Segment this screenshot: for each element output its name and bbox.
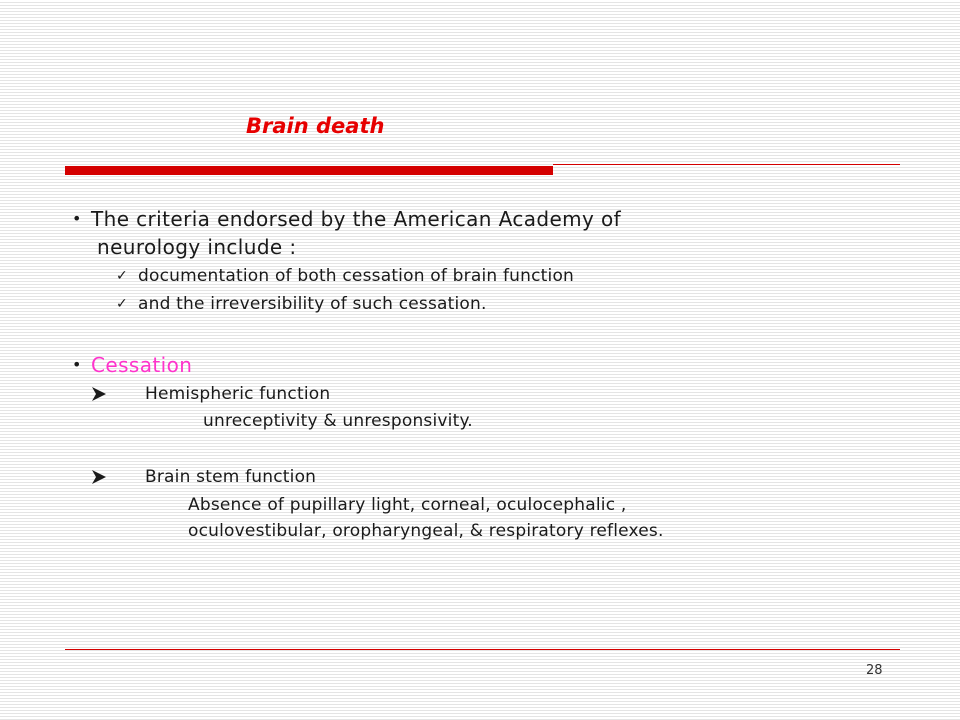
bullet-dot-icon: • [72, 209, 82, 228]
hemispheric-detail: unreceptivity & unresponsivity. [203, 411, 473, 431]
brain-stem-label: Brain stem function [145, 467, 317, 487]
check-item-2: and the irreversibility of such cessation. [138, 294, 487, 314]
check-item-1: documentation of both cessation of brain function [138, 266, 575, 286]
arrow-bullet-icon [92, 470, 106, 484]
arrow-bullet-icon [92, 387, 106, 401]
hemispheric-label: Hemispheric function [145, 384, 331, 404]
slide-title: Brain death [246, 114, 385, 138]
brain-stem-detail-2: oculovestibular, oropharyngeal, & respiratory reflexes. [188, 521, 664, 541]
bullet-dot-icon: • [72, 355, 82, 374]
criteria-line-2: neurology include : [97, 235, 297, 259]
page-number: 28 [866, 663, 883, 678]
brain-stem-detail-1: Absence of pupillary light, corneal, oculocephalic , [188, 495, 627, 515]
title-underline-thin [553, 164, 900, 165]
checkmark-icon: ✓ [116, 268, 128, 284]
title-underline-thick [65, 166, 553, 175]
criteria-line-1: The criteria endorsed by the American Academy of [91, 207, 622, 231]
footer-rule [65, 649, 900, 650]
cessation-heading: Cessation [91, 353, 193, 377]
checkmark-icon: ✓ [116, 296, 128, 312]
